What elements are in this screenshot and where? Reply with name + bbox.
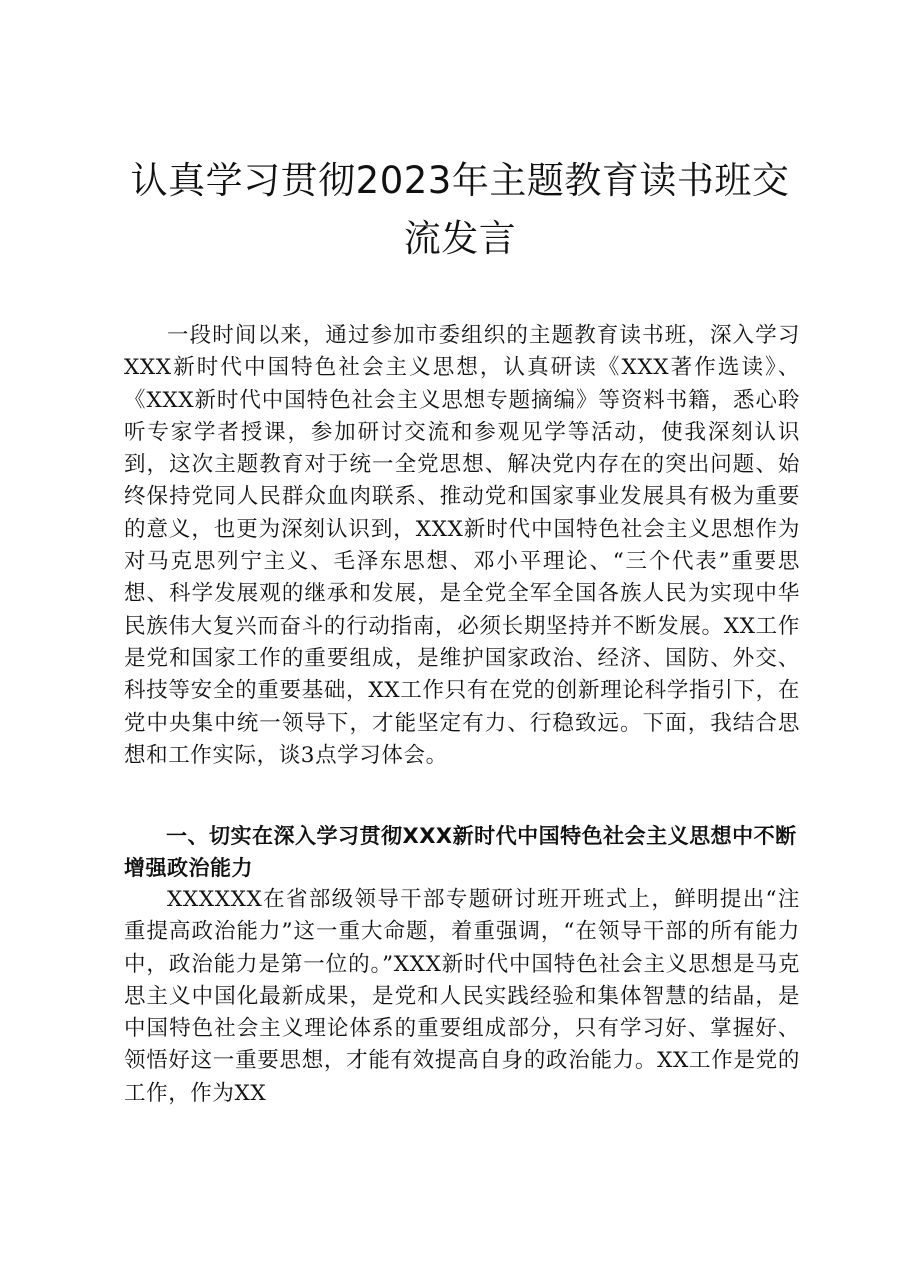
paragraph-section-1: XXXXXX在省部级领导干部专题研讨班开班式上，鲜明提出“注重提高政治能力”这一重大命题，着重强调，“在领导干部的所有能力中，政治能力是第一位的。”XXX新时代中国特色社会主义思想是马克思主义中国化最新成果，是党和人民实践经验和集体智慧的结晶，是中国特色社会主义理论体系的重要组成部分，只有学习好、掌握好、领悟好这一重要思想，才能有效提高自身的政治能力。XX工作是党的工作，作为XX (124, 887, 800, 1106)
document-title: 认真学习贯彻2023年主题教育读书班交流发言 (130, 159, 790, 260)
paragraph-intro: 一段时间以来，通过参加市委组织的主题教育读书班，深入学习XXX新时代中国特色社会主义思想，认真研读《XXX著作选读》、《XXX新时代中国特色社会主义思想专题摘编》等资料书籍，悉心聆听专家学者授课，参加研讨交流和参观见学等活动，使我深刻认识到，这次主题教育对于统一全党思想、解决党内存在的突出问题、始终保持党同人民群众血肉联系、推动党和国家事业发展具有极为重要的意义，也更为深刻认识到，XXX新时代中国特色社会主义思想作为对马克思列宁主义、毛泽东思想、邓小平理论、“三个代表”重要思想、科学发展观的继承和发展，是全党全军全国各族人民为实现中华民族伟大复兴而奋斗的行动指南，必须长期坚持并不断发展。XX工作是党和国家工作的重要组成，是维护国家政治、经济、国防、外交、科技等安全的重要基础，XX工作只有在党的创新理论科学指引下，在党中央集中统一领导下，才能坚定有力、行稳致远。下面，我结合思想和工作实际，谈3点学习体会。 (124, 323, 800, 768)
section-heading-1: 一、切实在深入学习贯彻XXX新时代中国特色社会主义思想中不断增强政治能力 (124, 824, 797, 881)
